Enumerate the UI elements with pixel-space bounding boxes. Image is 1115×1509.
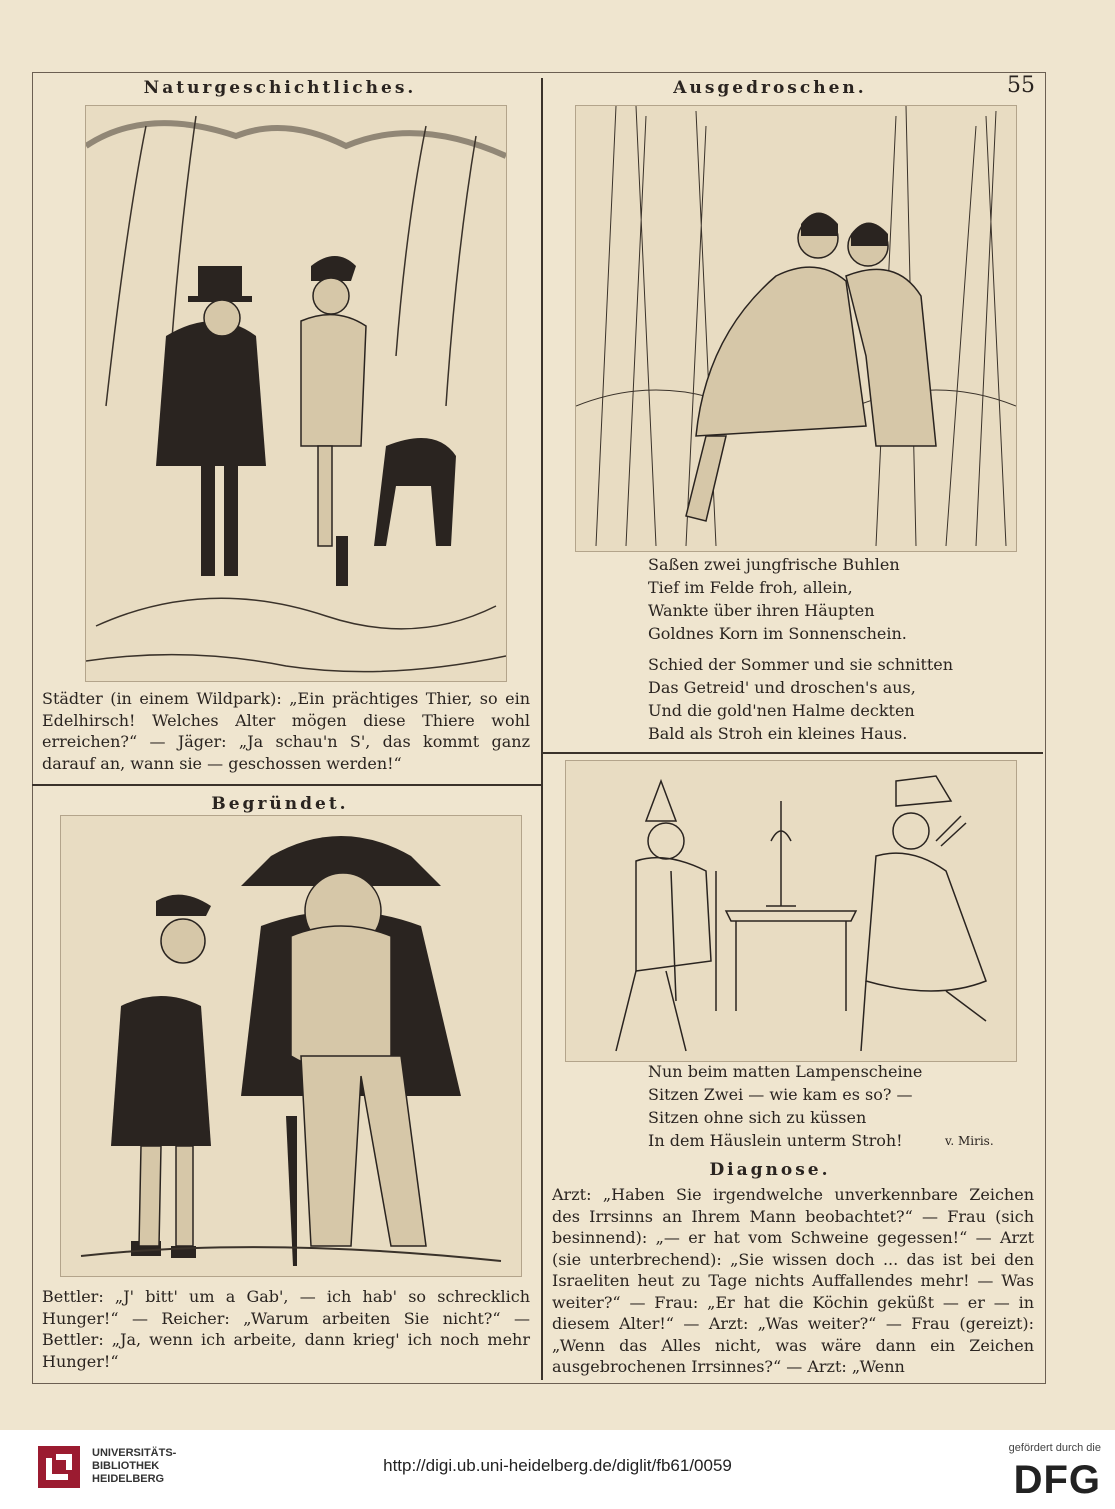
hunter-scene-drawing xyxy=(86,106,506,681)
verse-line: Tief im Felde froh, allein, xyxy=(648,578,853,597)
verse-line: Wankte über ihren Häupten xyxy=(648,601,875,620)
title-naturgeschichtliches: Naturgeschichtliches. xyxy=(143,78,417,98)
beggar-scene-drawing xyxy=(61,816,521,1276)
verse-line: Das Getreid' und droschen's aus, xyxy=(648,678,916,697)
verse-line: Sitzen Zwei — wie kam es so? — xyxy=(648,1085,913,1104)
column-divider xyxy=(541,78,543,1380)
page-number: 55 xyxy=(1007,73,1035,98)
caption-naturgeschichtliches: Städter (in einem Wildpark): „Ein prächtiges Thier, so ein Edelhirsch! Welches Alter mögen diese Thiere wohl erreichen?“ — Jäger: „Ja schau'n S', das kommt ganz darauf an, wann sie — geschossen werden!“ xyxy=(42,689,530,773)
verse-line: Und die gold'nen Halme deckten xyxy=(648,701,915,720)
caption-begruendet: Bettler: „J' bitt' um a Gab', — ich hab' so schrecklich Hunger!“ — Reicher: „Warum arbeiten Sie nicht?“ — Bettler: „Ja, wenn ich arbeite, dann krieg' ich noch mehr Hunger!“ xyxy=(42,1287,530,1371)
title-ausgedroschen: Ausgedroschen. xyxy=(673,78,867,98)
verse-line: Bald als Stroh ein kleines Haus. xyxy=(648,724,908,743)
illustration-couple-at-table xyxy=(565,760,1017,1062)
illustration-couple-in-field xyxy=(575,105,1017,552)
verse-stanza-2 xyxy=(648,653,953,745)
verse-line: Schied der Sommer und sie schnitten xyxy=(648,655,954,674)
illustration-beggar-and-rich-man xyxy=(60,815,522,1277)
couple-scene-drawing xyxy=(576,106,1016,551)
right-section-divider xyxy=(543,752,1043,754)
author-signature: v. Miris. xyxy=(945,1134,994,1148)
funded-by-label: gefördert durch die xyxy=(1008,1442,1101,1454)
verse-line: Nun beim matten Lampenscheine xyxy=(648,1062,923,1081)
verse-line: Sitzen ohne sich zu küssen xyxy=(648,1108,867,1127)
verse-stanza-3 xyxy=(648,1060,922,1152)
source-url-link[interactable]: http://digi.ub.uni-heidelberg.de/diglit/fb61/0059 xyxy=(383,1456,732,1475)
illustration-hunter-and-city-man xyxy=(85,105,507,682)
verse-line: In dem Häuslein unterm Stroh! xyxy=(648,1131,903,1150)
verse-line: Saßen zwei jungfrische Buhlen xyxy=(648,555,900,574)
uni-line-2: BIBLIOTHEK xyxy=(92,1460,160,1472)
caption-diagnose: Arzt: „Haben Sie irgendwelche unverkennbare Zeichen des Irrsinns an Ihrem Mann beobachtet?“ — Frau (sich besinnend): „— er hat vom Schweine gegessen!“ — Arzt (sie unterbrechend): „Sie wissen doch ... das ist bei den Israeliten heut zu Tage nichts Auffallendes mehr! — Was weiter?“ — Frau: „Er hat die Köchin geküßt — er — in diesem Alter!“ — Arzt: „Was weiter?“ — Frau (gereizt): „Wenn das Alles nicht, was wäre dann ein Zeichen ausgebrochenen Irrsinnes?“ — Arzt: „Wenn xyxy=(552,1185,1034,1376)
dfg-logo[interactable]: DFG xyxy=(1013,1458,1101,1502)
title-diagnose: Diagnose. xyxy=(709,1160,831,1180)
left-section-divider xyxy=(32,784,542,786)
verse-line: Goldnes Korn im Sonnenschein. xyxy=(648,624,907,643)
uni-line-3: HEIDELBERG xyxy=(92,1473,165,1485)
uni-line-1: UNIVERSITÄTS- xyxy=(92,1447,177,1459)
table-scene-drawing xyxy=(566,761,1016,1061)
title-begruendet: Begründet. xyxy=(211,794,349,814)
verse-stanza-1 xyxy=(648,553,907,645)
